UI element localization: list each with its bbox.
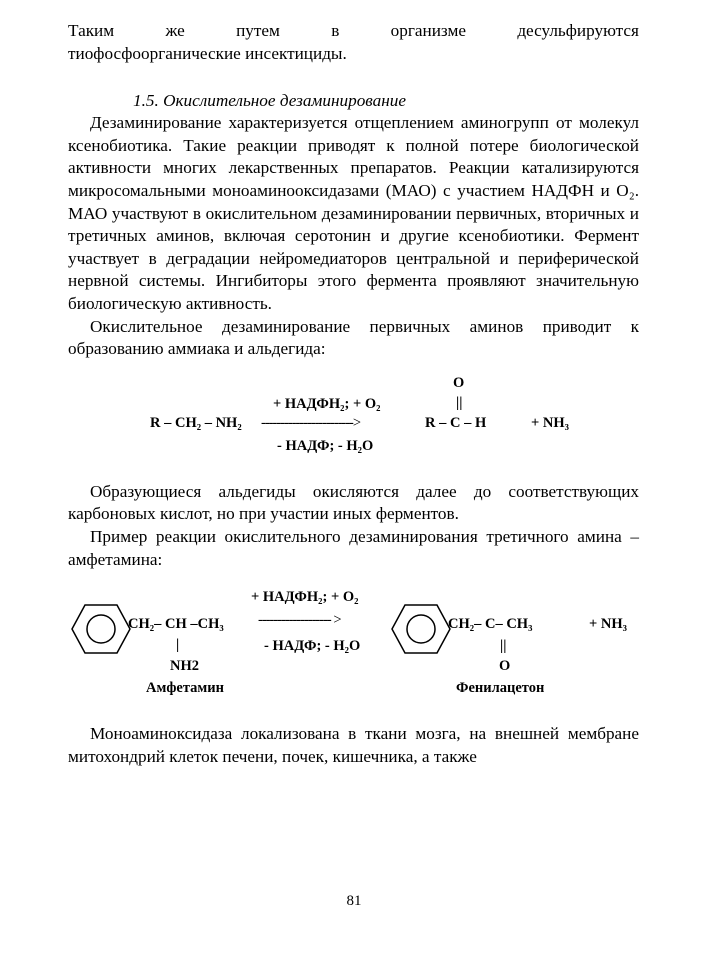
reaction-primary-amine: [68, 371, 639, 481]
paragraph-primary-amines: Окислительное дезаминирование первичных аминов приводит к образованию аммиака и альдегида:: [68, 316, 639, 359]
paragraph-aldehydes: Образующиеся альдегиды окисляются далее до соответствующих карбоновых кислот, но при участии иных ферментов.: [68, 481, 639, 524]
byproduct: + NH₃: [531, 414, 569, 431]
page-number: 81: [346, 893, 362, 909]
intro-word: в: [331, 21, 340, 40]
double-bond: ||: [456, 394, 463, 411]
reaction-arrow: ------------------------>: [261, 414, 361, 431]
reaction-arrow: ------------------- >: [258, 612, 341, 629]
page-body: [68, 20, 639, 768]
product-name: Фенилацетон: [456, 680, 545, 697]
below-arrow-text: - НАДФ; - Н₂О: [264, 638, 361, 655]
section-heading: 1.5. Окислительное дезаминирование: [133, 91, 406, 111]
reactant: R – CH₂ – NH₂: [150, 414, 242, 431]
intro-word: десульфируются: [517, 21, 639, 40]
paragraph-mao-location: Моноаминоксидаза локализована в ткани мозга, на внешней мембране митохондрий клеток печени, почек, кишечника, а также: [68, 724, 639, 766]
intro-word: путем: [236, 21, 280, 40]
above-arrow-text: + НАДФН₂; + О₂: [273, 395, 381, 412]
paragraph-deamination: Дезаминирование характеризуется отщеплением аминогрупп от молекул ксенобиотика. Такие реакции приводят к полной потере биологической активности многих лекарственных препаратов. Реакции катализируются микросомальными моноаминооксидазами (МАО) с участием НАДФН и О₂. МАО участвуют в окислительном дезаминировании первичных, вторичных и третичных аминов, включая серотонин и другие ксенобиотики. Фермент участвует в деградации нейромедиаторов центральной и периферической нервной системы. Ингибиторы этого фермента проявляют значительную биологическую активность.: [68, 113, 639, 313]
intro-word: же: [165, 21, 185, 40]
product: R – C – H: [425, 414, 487, 431]
product-bond: ||: [500, 638, 507, 655]
intro-line-1: [68, 20, 639, 43]
below-arrow-text: - НАДФ; - Н₂О: [277, 437, 374, 454]
above-arrow-text: + НАДФН₂; + О₂: [251, 589, 359, 606]
oxygen-label: O: [453, 374, 465, 391]
intro-line-2: тиофосфоорганические инсектициды.: [68, 43, 347, 63]
product-chain: CH₂– C– CH₃: [448, 616, 533, 633]
product-substituent: O: [499, 658, 511, 675]
reaction-amphetamine: [68, 583, 639, 703]
reactant-name: Амфетамин: [146, 680, 224, 697]
reactant-substituent: NH2: [170, 658, 199, 675]
byproduct: + NH₃: [589, 616, 627, 633]
paragraph-amphetamine-intro: Пример реакции окислительного дезаминирования третичного амина – амфетамина:: [68, 526, 639, 569]
benzene-ring-icon: [70, 603, 132, 655]
reactant-chain: CH₂– CH –CH₃: [128, 616, 224, 633]
reactant-bond: |: [176, 637, 180, 654]
intro-word: Таким: [68, 21, 115, 40]
intro-word: организме: [390, 21, 466, 40]
benzene-ring-icon: [390, 603, 452, 655]
